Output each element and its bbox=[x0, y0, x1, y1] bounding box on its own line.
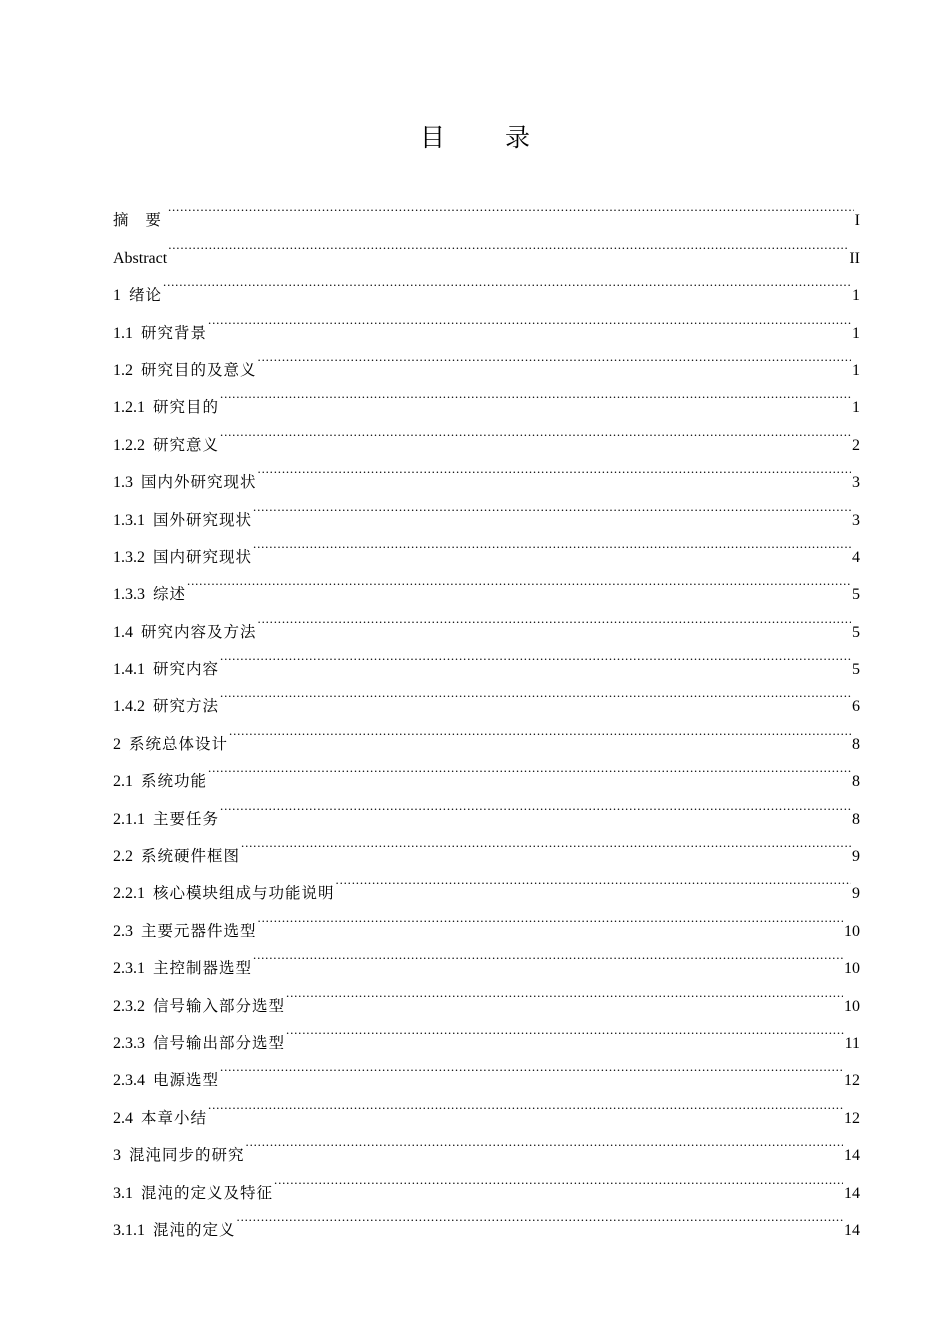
toc-entry[interactable] bbox=[113, 263, 860, 305]
toc-entry-number: 1.2 bbox=[113, 361, 133, 379]
toc-entry[interactable] bbox=[113, 338, 860, 379]
toc-entry-number: 1.2.2 bbox=[113, 436, 145, 454]
toc-entry-text: 国外研究现状 bbox=[153, 510, 253, 529]
toc-entry-number: 1.1 bbox=[113, 324, 133, 342]
toc-entry-number: 1.3 bbox=[113, 474, 133, 492]
toc-entry-page: 5 bbox=[852, 586, 860, 604]
toc-entry-text: 研究目的及意义 bbox=[141, 360, 257, 379]
toc-dot-leader bbox=[253, 525, 851, 562]
toc-entry-label bbox=[113, 1212, 236, 1249]
toc-entry-number: 2.1 bbox=[113, 773, 133, 791]
toc-entry-text: 混沌的定义 bbox=[153, 1220, 236, 1239]
toc-entry-text: 主要元器件选型 bbox=[141, 921, 257, 940]
toc-dot-leader bbox=[336, 861, 851, 898]
toc-entry-label bbox=[113, 1137, 245, 1174]
toc-dot-leader bbox=[220, 637, 851, 674]
toc-entry-number: 1.2.1 bbox=[113, 399, 145, 417]
toc-entry-text: 系统硬件框图 bbox=[141, 847, 241, 866]
toc-entry-number: 2 bbox=[113, 735, 121, 753]
toc-entry-number: 1 bbox=[113, 287, 121, 305]
toc-entry-number: 1.4.1 bbox=[113, 661, 145, 679]
toc-dot-leader bbox=[253, 936, 843, 973]
toc-entry[interactable] bbox=[113, 188, 860, 230]
toc-entry-text: 主要任务 bbox=[153, 809, 220, 828]
toc-entry-page: II bbox=[849, 249, 860, 267]
toc-entry-number: 1.4.2 bbox=[113, 698, 145, 716]
toc-entry-page: 10 bbox=[844, 997, 860, 1015]
toc-entry-number: 2.3.3 bbox=[113, 1034, 145, 1052]
toc-dot-leader bbox=[241, 824, 851, 861]
toc-dot-leader bbox=[220, 375, 851, 412]
toc-entry-text: 国内研究现状 bbox=[153, 547, 253, 566]
toc-entry-text: 混沌的定义及特征 bbox=[141, 1183, 274, 1202]
toc-entry[interactable] bbox=[113, 375, 860, 417]
toc-dot-leader bbox=[163, 263, 851, 300]
toc-entry-label bbox=[113, 389, 219, 426]
toc-entry-number: 1.3.3 bbox=[113, 586, 145, 604]
toc-entry[interactable] bbox=[113, 450, 860, 492]
toc-dot-leader bbox=[168, 188, 854, 225]
toc-entry[interactable] bbox=[113, 599, 860, 641]
toc-entry-text: 核心模块组成与功能说明 bbox=[153, 884, 335, 903]
toc-entry-page: 14 bbox=[844, 1184, 860, 1202]
toc-dot-leader bbox=[208, 300, 851, 337]
toc-entry-number: 2.3.2 bbox=[113, 997, 145, 1015]
toc-entry-page: 10 bbox=[844, 960, 860, 978]
toc-entry-label bbox=[113, 838, 240, 875]
toc-entry-text: 信号输入部分选型 bbox=[153, 996, 286, 1015]
toc-dot-leader bbox=[246, 1123, 843, 1160]
toc-entry-text: 主控制器选型 bbox=[153, 959, 253, 978]
toc-entry-label bbox=[113, 913, 257, 950]
toc-entry-label bbox=[113, 240, 167, 277]
toc-entry-page: 5 bbox=[852, 623, 860, 641]
toc-entry-page: 4 bbox=[852, 548, 860, 566]
toc-entry[interactable] bbox=[113, 749, 860, 791]
toc-entry[interactable] bbox=[113, 674, 860, 716]
toc-entry-text: 国内外研究现状 bbox=[141, 473, 257, 492]
toc-entry-page: 1 bbox=[852, 361, 860, 379]
toc-entry[interactable] bbox=[113, 1048, 860, 1090]
toc-entry-page: 14 bbox=[844, 1221, 860, 1239]
toc-dot-leader bbox=[258, 450, 851, 487]
toc-dot-leader bbox=[258, 898, 843, 935]
toc-entry-number: 2.2 bbox=[113, 848, 133, 866]
toc-entry-label bbox=[113, 315, 207, 352]
toc-dot-leader bbox=[286, 1011, 844, 1048]
toc-entry[interactable] bbox=[113, 562, 860, 604]
toc-entry-number: 1.3.1 bbox=[113, 511, 145, 529]
toc-dot-leader bbox=[220, 1048, 843, 1085]
toc-entry[interactable] bbox=[113, 1085, 860, 1127]
toc-entry-page: 1 bbox=[852, 399, 860, 417]
toc-entry-number: 3.1 bbox=[113, 1184, 133, 1202]
toc-entry-text: 综述 bbox=[153, 585, 187, 604]
toc-dot-leader bbox=[220, 412, 851, 449]
toc-entry-label bbox=[113, 464, 257, 501]
toc-dot-leader bbox=[258, 338, 851, 375]
toc-entry-page: 2 bbox=[852, 436, 860, 454]
toc-entry-label bbox=[113, 651, 219, 688]
toc-dot-leader bbox=[208, 1085, 843, 1122]
toc-entry-page: 12 bbox=[844, 1109, 860, 1127]
toc-dot-leader bbox=[229, 711, 851, 748]
toc-entry-text: 电源选型 bbox=[153, 1071, 220, 1090]
toc-entry[interactable] bbox=[113, 1123, 860, 1165]
toc-entry-text: 摘 要 bbox=[113, 211, 167, 230]
toc-entry-text: 研究背景 bbox=[141, 323, 208, 342]
toc-entry-page: 8 bbox=[852, 810, 860, 828]
toc-dot-leader bbox=[187, 562, 851, 599]
toc-entry-text: 绪论 bbox=[129, 286, 163, 305]
toc-entry-label bbox=[113, 277, 162, 314]
toc-entry-label bbox=[113, 202, 167, 239]
toc-entry-number: 2.2.1 bbox=[113, 885, 145, 903]
toc-entry-number: 2.3.4 bbox=[113, 1072, 145, 1090]
toc-entry-number: 3 bbox=[113, 1147, 121, 1165]
toc-entry-label bbox=[113, 950, 252, 987]
toc-entry-text: 研究意义 bbox=[153, 435, 220, 454]
toc-entry-page: 1 bbox=[852, 324, 860, 342]
toc-dot-leader bbox=[258, 599, 851, 636]
toc-dot-leader bbox=[286, 973, 843, 1010]
toc-entry-text: 系统总体设计 bbox=[129, 734, 229, 753]
toc-entry-label bbox=[113, 576, 186, 613]
toc-entry[interactable] bbox=[113, 300, 860, 342]
toc-dot-leader bbox=[274, 1160, 843, 1197]
toc-entry-text: 系统功能 bbox=[141, 772, 208, 791]
toc-entry-page: 6 bbox=[852, 698, 860, 716]
toc-entry-number: 1.3.2 bbox=[113, 548, 145, 566]
toc-entry[interactable] bbox=[113, 412, 860, 454]
toc-entry-page: 12 bbox=[844, 1072, 860, 1090]
toc-entry-label bbox=[113, 801, 219, 838]
toc-entry-label bbox=[113, 763, 207, 800]
toc-dot-leader bbox=[208, 749, 851, 786]
toc-entry-number: 1.4 bbox=[113, 623, 133, 641]
toc-entry-page: 8 bbox=[852, 735, 860, 753]
toc-entry-text: 混沌同步的研究 bbox=[129, 1146, 245, 1165]
toc-entry-label bbox=[113, 1100, 207, 1137]
toc-entry[interactable] bbox=[113, 711, 860, 753]
toc-entry-number: 3.1.1 bbox=[113, 1221, 145, 1239]
toc-entry-label bbox=[113, 502, 252, 539]
toc-entry-page: 11 bbox=[844, 1034, 860, 1052]
toc-entry[interactable] bbox=[113, 637, 860, 679]
toc-entry-text: 研究内容 bbox=[153, 660, 220, 679]
toc-dot-leader bbox=[237, 1198, 843, 1235]
toc-entry[interactable] bbox=[113, 225, 860, 267]
toc-entry[interactable] bbox=[113, 824, 860, 866]
toc-entry-text: 本章小结 bbox=[141, 1108, 208, 1127]
toc-entry-page: 8 bbox=[852, 773, 860, 791]
toc-list bbox=[113, 188, 860, 1239]
toc-entry-page: 3 bbox=[852, 474, 860, 492]
toc-entry-label bbox=[113, 427, 219, 464]
toc-entry-page: I bbox=[854, 212, 860, 230]
toc-dot-leader bbox=[220, 786, 851, 823]
toc-entry-text: Abstract bbox=[113, 249, 168, 267]
toc-entry-page: 14 bbox=[844, 1147, 860, 1165]
toc-entry-label bbox=[113, 988, 285, 1025]
toc-entry-number: 2.1.1 bbox=[113, 810, 145, 828]
toc-entry-page: 5 bbox=[852, 661, 860, 679]
toc-dot-leader bbox=[253, 487, 851, 524]
toc-entry-text: 信号输出部分选型 bbox=[153, 1033, 286, 1052]
toc-entry-page: 10 bbox=[844, 922, 860, 940]
toc-entry-page: 1 bbox=[852, 287, 860, 305]
toc-dot-leader bbox=[168, 225, 848, 262]
toc-dot-leader bbox=[220, 674, 851, 711]
toc-entry-number: 2.3 bbox=[113, 922, 133, 940]
toc-entry-text: 研究内容及方法 bbox=[141, 622, 257, 641]
toc-entry-label bbox=[113, 688, 219, 725]
toc-entry-label bbox=[113, 1062, 219, 1099]
toc-entry-page: 9 bbox=[852, 885, 860, 903]
toc-entry[interactable] bbox=[113, 786, 860, 828]
toc-entry-number: 2.4 bbox=[113, 1109, 133, 1127]
toc-entry-page: 9 bbox=[852, 848, 860, 866]
toc-entry-page: 3 bbox=[852, 511, 860, 529]
page-title: 目 录 bbox=[420, 123, 556, 152]
toc-entry-text: 研究目的 bbox=[153, 398, 220, 417]
toc-entry-text: 研究方法 bbox=[153, 697, 220, 716]
toc-entry-number: 2.3.1 bbox=[113, 960, 145, 978]
